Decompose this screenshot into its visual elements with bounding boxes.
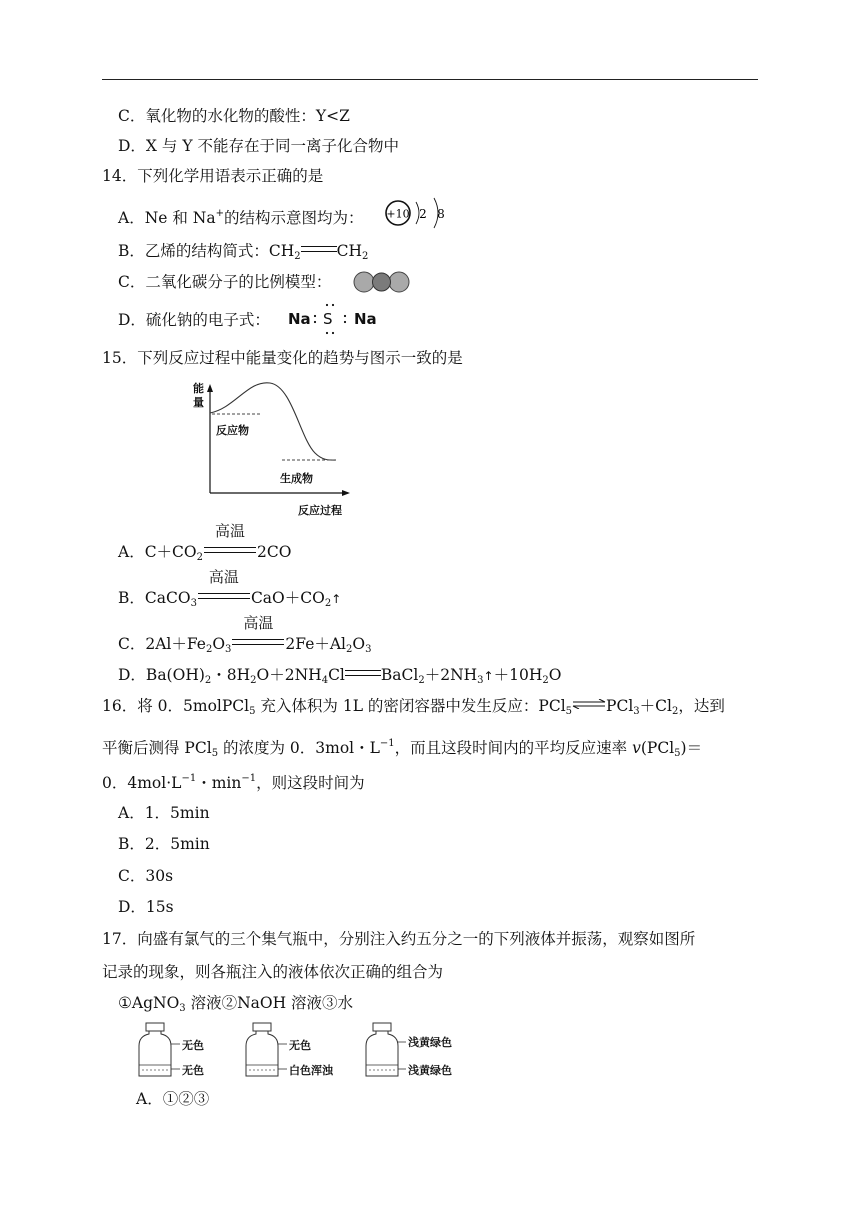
q15-c-sub3: 2 [346, 644, 353, 655]
bottle-2 [246, 1023, 287, 1076]
bottle-1-top-label: 无色 [182, 1039, 204, 1052]
q14-a-text2: 的结构示意图均为： [223, 209, 364, 227]
q16-option-c: C．30s [118, 867, 174, 885]
product-label: 生成物 [280, 472, 313, 485]
equals-sign [232, 639, 284, 645]
q15-d-post: ＋10H [493, 666, 543, 684]
q15-c-o: O [212, 635, 226, 653]
q17-l3b: 溶液②NaOH 溶液③水 [185, 994, 354, 1012]
q15-option-c [118, 614, 372, 660]
q14-b-sub2: 2 [362, 251, 369, 262]
q16-l3c: ，则这段时间为 [256, 774, 365, 792]
gas-arrow-icon: ↑ [331, 592, 342, 606]
q16-line-3 [102, 769, 365, 793]
q15-b-mid: CaO＋CO [250, 589, 325, 607]
q16-l3sup2: −1 [241, 773, 257, 784]
q15-d-sub6: 2 [542, 675, 549, 686]
condition-label: 高温 [208, 568, 239, 586]
q15-d-mid4: BaCl [380, 666, 419, 684]
na2s-electron-formula [288, 302, 378, 336]
q15-d-mid1: ・8H [211, 666, 251, 684]
condition-high-temp [232, 614, 284, 654]
equals-sign [198, 593, 250, 599]
q16-l2b: 的浓度为 0．3mol・L [218, 739, 380, 757]
energy-xlabel: 反应过程 [298, 504, 342, 517]
q15-b-sub: 3 [190, 598, 197, 609]
q16-l2e: )＝ [680, 739, 703, 757]
q16-l1sub3: 3 [633, 706, 640, 717]
q15-d-sub2: 2 [250, 675, 257, 686]
condition-high-temp [198, 568, 250, 608]
q16-option-d: D．15s [118, 898, 174, 916]
na-right: Na [354, 310, 377, 328]
q15-a-pre: A．C＋CO [118, 543, 197, 561]
q13-option-c: C．氧化物的水化物的酸性：Y<Z [118, 107, 350, 125]
q16-l1a: 16．将 0．5molPCl [102, 697, 250, 715]
gas-bottles-figure [136, 1020, 466, 1082]
bottle-3-bottom-label: 浅黄绿色 [408, 1064, 452, 1077]
q14-b-sub1: 2 [294, 251, 301, 262]
q15-d-sub4: 2 [418, 675, 425, 686]
q14-option-a [118, 204, 364, 228]
q15-c-post: 2Fe＋Al [285, 635, 347, 653]
q16-line-2 [102, 734, 702, 764]
q15-option-d [118, 665, 561, 691]
q17-l3sub: 3 [179, 1003, 186, 1014]
bottle-2-bottom-label: 白色浑浊 [289, 1064, 333, 1077]
q16-l1sub2: 5 [565, 706, 573, 717]
q14-option-b [118, 241, 368, 267]
q16-l2sup: −1 [379, 738, 395, 749]
q17-line-3 [118, 993, 353, 1019]
bottle-3-top-label: 浅黄绿色 [408, 1036, 452, 1049]
q17-line-2: 记录的现象，则各瓶注入的液体依次正确的组合为 [102, 963, 444, 981]
atom-nucleus: +10 [386, 207, 410, 221]
q17-line-1: 17．向盛有氯气的三个集气瓶中，分别注入约五分之一的下列液体并振荡，观察如图所 [102, 930, 696, 948]
energy-ylabel-2: 量 [193, 396, 204, 409]
q16-l1d: ＋Cl [639, 697, 672, 715]
atom-shell-1: 2 [419, 207, 427, 221]
q14-a-text: A．Ne 和 Na [118, 209, 216, 227]
q15-d-sub3: 4 [321, 675, 329, 686]
reactant-label: 反应物 [216, 424, 249, 437]
q17-l3a: ①AgNO [118, 994, 180, 1012]
q16-l2sub2: 5 [674, 748, 681, 759]
q15-a-post: 2CO [257, 543, 292, 561]
electron-dots [312, 302, 348, 336]
q16-option-b: B．2．5min [118, 835, 210, 853]
q15-d-post2: O [548, 666, 562, 684]
equals-sign [204, 547, 256, 553]
atom-shell-2: 8 [437, 207, 445, 221]
q16-l3sup: −1 [181, 773, 197, 784]
condition-label: 高温 [243, 614, 274, 632]
condition-high-temp [204, 522, 256, 562]
q15-c-o2: O [352, 635, 366, 653]
co2-space-filling-model [352, 270, 412, 294]
q15-d-mid2: O＋2NH [256, 666, 322, 684]
q16-l2v: v [632, 739, 641, 757]
q14-option-d: D．硫化钠的电子式： [118, 311, 270, 329]
q15-c-sub4: 3 [365, 644, 372, 655]
energy-curve [190, 378, 360, 518]
q15-stem: 15．下列反应过程中能量变化的趋势与图示一致的是 [102, 349, 463, 367]
q15-d-sub5: 3 [477, 675, 484, 686]
q15-d-sub1: 2 [204, 675, 212, 686]
q14-stem: 14．下列化学用语表示正确的是 [102, 167, 324, 185]
q15-d-pre: D．Ba(OH) [118, 666, 205, 684]
q14-b-mid: CH [336, 242, 363, 260]
energy-diagram [190, 378, 360, 518]
q16-line-1 [102, 696, 725, 722]
equals-sign [345, 670, 381, 676]
q15-c-sub2: 3 [225, 644, 232, 655]
q15-option-a [118, 522, 292, 568]
q16-l2c: ，而且这段时间内的平均反应速率 [394, 739, 633, 757]
q17-option-a: A．①②③ [136, 1090, 210, 1108]
bottle-1-bottom-label: 无色 [182, 1064, 204, 1077]
energy-ylabel-1: 能 [193, 382, 204, 395]
q13-option-d: D．X 与 Y 不能存在于同一离子化合物中 [118, 137, 399, 155]
q16-l1sub: 5 [249, 706, 256, 717]
q16-l3b: ・min [196, 774, 242, 792]
q15-b-sub2: 2 [324, 598, 332, 609]
q15-d-mid3: Cl [328, 666, 345, 684]
q14-a-sup: + [215, 208, 224, 219]
header-rule [102, 79, 758, 80]
q15-d-mid5: ＋2NH [424, 666, 478, 684]
q16-l1e: ，达到 [678, 697, 725, 715]
q16-l3a: 0．4mol·L [102, 774, 182, 792]
gas-arrow-icon: ↑ [483, 669, 494, 683]
q16-l1c: PCl [606, 697, 634, 715]
bottle-2-top-label: 无色 [289, 1039, 311, 1052]
condition-label: 高温 [214, 522, 245, 540]
q15-c-pre: C．2Al＋Fe [118, 635, 206, 653]
atom-structure-diagram [382, 196, 452, 230]
na-left: Na [288, 310, 311, 328]
q16-l2a: 平衡后测得 PCl [102, 739, 212, 757]
q16-option-a: A．1．5min [118, 804, 210, 822]
bottle-1 [139, 1023, 180, 1076]
q15-a-sub: 2 [196, 552, 203, 563]
bottle-3 [366, 1023, 406, 1076]
sulfur: S [323, 310, 333, 328]
q15-b-pre: B．CaCO [118, 589, 191, 607]
q16-l1sub4: 2 [672, 706, 679, 717]
reversible-arrow-icon [572, 699, 606, 709]
q16-l2d: (PCl [640, 739, 675, 757]
q14-option-c: C．二氧化碳分子的比例模型： [118, 273, 332, 291]
q16-l2sub: 5 [211, 748, 219, 759]
q15-option-b [118, 568, 342, 614]
q16-l1b: 充入体积为 1L 的密闭容器中发生反应：PCl [255, 697, 566, 715]
q14-b-text: B．乙烯的结构简式：CH [118, 242, 295, 260]
double-bond [301, 246, 337, 252]
q15-c-sub1: 2 [205, 644, 213, 655]
